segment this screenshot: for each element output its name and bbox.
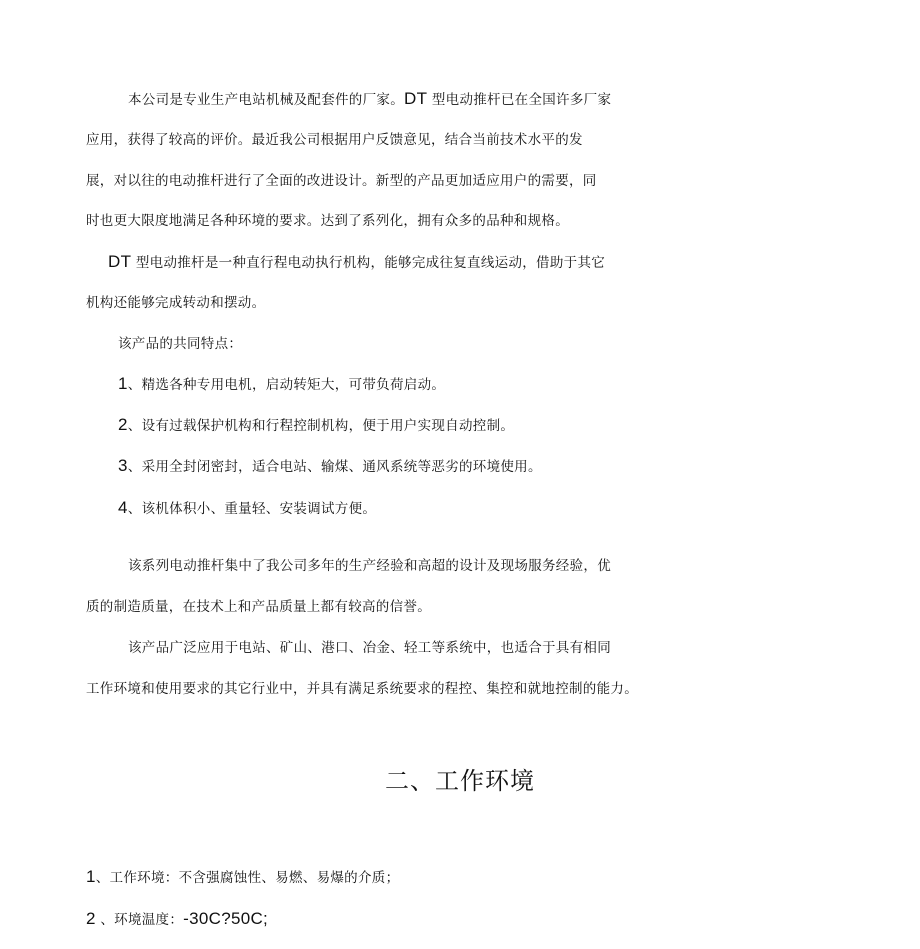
product-code-dt: DT — [108, 252, 132, 271]
intro-p3-line2: 质的制造质量，在技术上和产品质量上都有较高的信誉。 — [86, 599, 431, 615]
intro-p1-line3: 展，对以往的电动推杆进行了全面的改进设计。新型的产品更加适应用户的需要，同 — [86, 173, 597, 189]
feature-text: 、采用全封闭密封，适合电站、输煤、通风系统等恶劣的环境使用。 — [127, 459, 542, 475]
env-item-label: 、环境温度： — [95, 912, 184, 928]
features-intro: 该产品的共同特点： — [118, 336, 243, 352]
feature-number: 1 — [118, 374, 128, 393]
env-item-number: 1 — [86, 867, 96, 886]
intro-p2-line2: 机构还能够完成转动和摆动。 — [86, 295, 266, 311]
intro-p2-line1 — [108, 252, 605, 273]
env-item-text: 、工作环境：不含强腐蚀性、易燃、易爆的介质； — [95, 870, 400, 886]
feature-text: 、精选各种专用电机，启动转矩大，可带负荷启动。 — [127, 377, 446, 393]
intro-p1-line4: 时也更大限度地满足各种环境的要求。达到了系列化，拥有众多的品种和规格。 — [86, 213, 569, 229]
intro-p1-line1 — [128, 89, 611, 110]
env-temperature-value: -30C?50C; — [183, 909, 269, 928]
feature-item-3 — [118, 456, 542, 477]
intro-p3-line1: 该系列电动推杆集中了我公司多年的生产经验和高超的设计及现场服务经验，优 — [128, 558, 611, 574]
intro-p1-line1-text: 本公司是专业生产电站机械及配套件的厂家。 — [128, 92, 404, 108]
feature-item-4 — [118, 498, 376, 519]
env-item-number: 2 — [86, 909, 96, 928]
feature-number: 3 — [118, 456, 128, 475]
product-code-dt: DT — [404, 89, 428, 108]
feature-number: 4 — [118, 498, 128, 517]
intro-p1-line2: 应用，获得了较高的评价。最近我公司根据用户反馈意见，结合当前技术水平的发 — [86, 132, 583, 148]
intro-p4-line1: 该产品广泛应用于电站、矿山、港口、冶金、轻工等系统中，也适合于具有相同 — [128, 640, 611, 656]
env-item-1 — [86, 867, 399, 888]
feature-text: 、该机体积小、重量轻、安装调试方便。 — [127, 501, 377, 517]
feature-number: 2 — [118, 415, 128, 434]
feature-text: 、设有过载保护机构和行程控制机构，便于用户实现自动控制。 — [127, 418, 515, 434]
feature-item-2 — [118, 415, 514, 436]
env-item-2 — [86, 909, 268, 930]
intro-p1-line1-rest: 型电动推杆已在全国许多厂家 — [427, 92, 612, 108]
intro-p2-line1-rest: 型电动推杆是一种直行程电动执行机构，能够完成往复直线运动，借助于其它 — [131, 255, 606, 271]
intro-p4-line2: 工作环境和使用要求的其它行业中，并具有满足系统要求的程控、集控和就地控制的能力。 — [86, 681, 638, 697]
section-heading: 二、工作环境 — [385, 767, 535, 795]
feature-item-1 — [118, 374, 445, 395]
